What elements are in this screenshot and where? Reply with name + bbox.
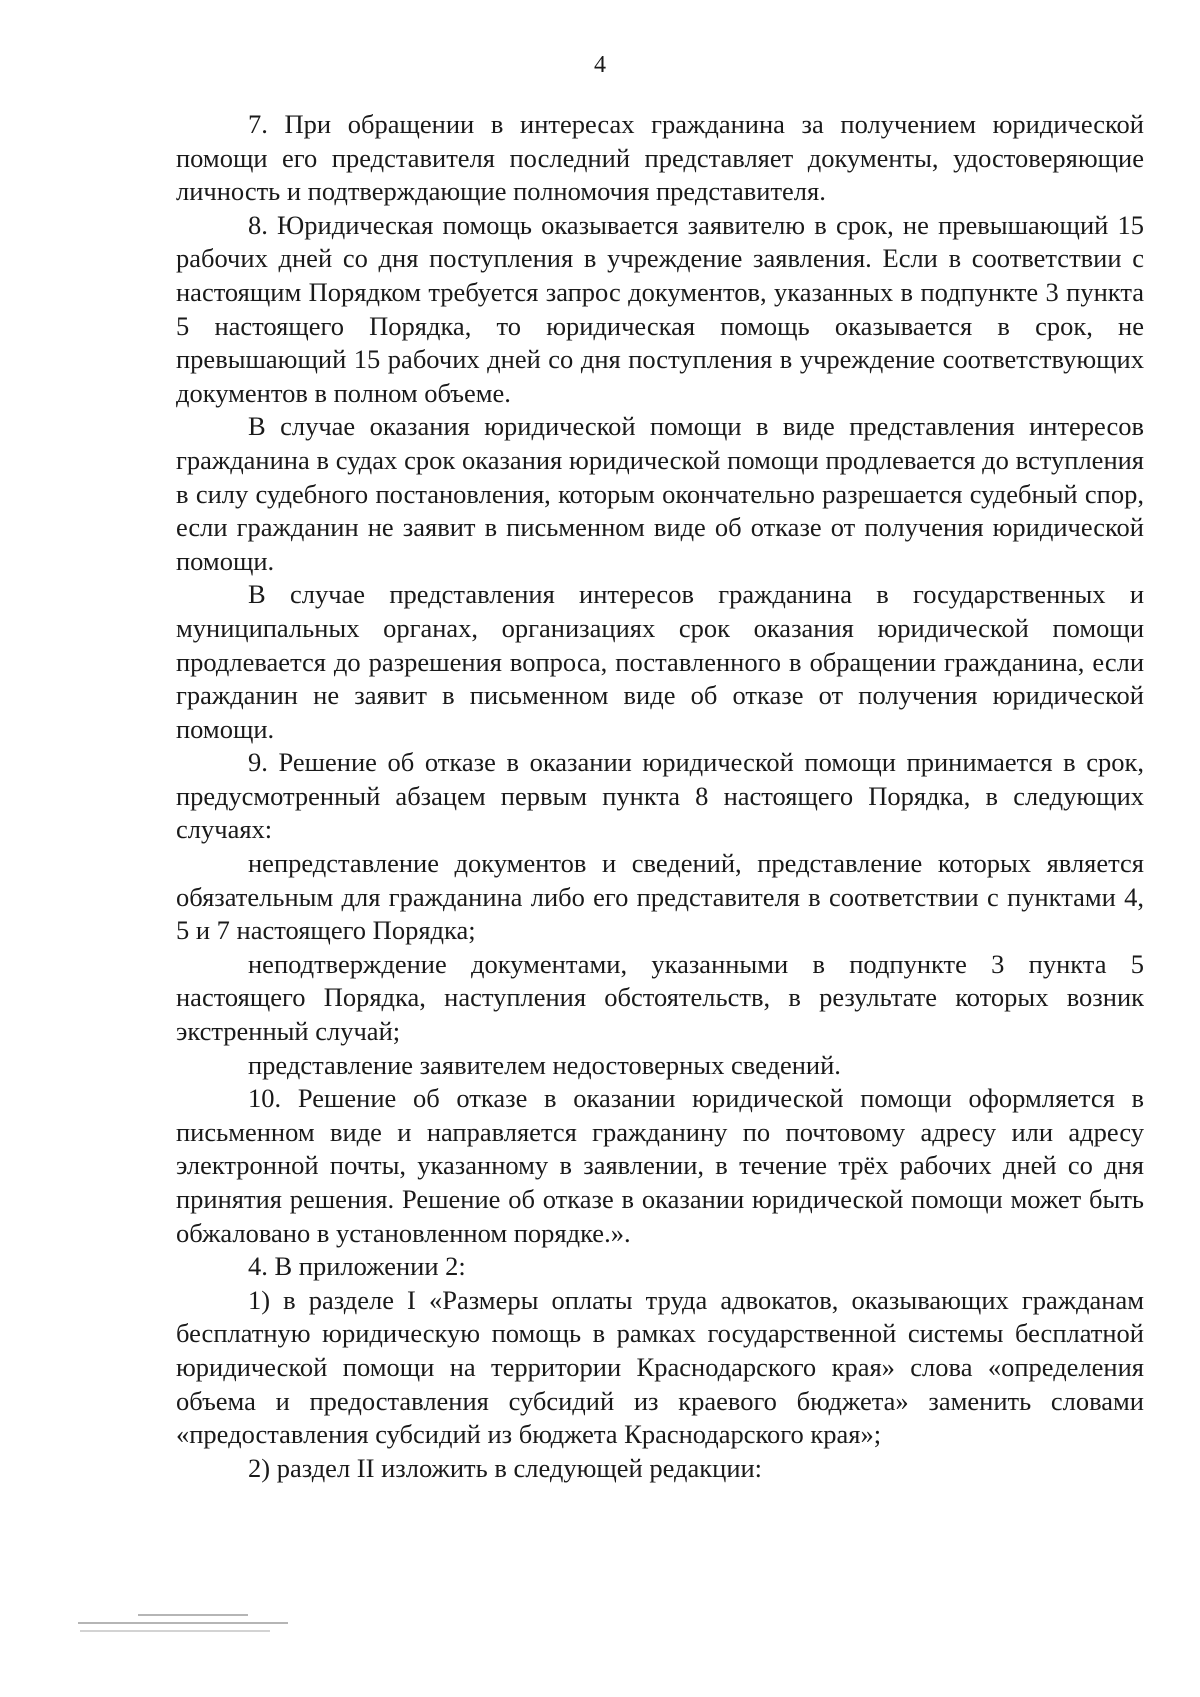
registration-stamp-mark <box>78 1612 298 1640</box>
document-body <box>176 108 1144 1485</box>
item-4-subitem-2: 2) раздел II изложить в следующей редакции: <box>248 1452 763 1483</box>
paragraph-8: 8. Юридическая помощь оказывается заявителю в срок, не превышающий 15 рабочих дней со дня поступления в учреждение заявления. Если в соответствии с настоящим Порядком требуется запрос документов, указанных в подпункте 3 пункта 5 настоящего Порядка, то юридическая помощь оказывается в срок, не превышающий 15 рабочих дней со дня поступления в учреждение соответствующих документов в полном объеме. <box>176 209 1144 408</box>
paragraph-8-courts: В случае оказания юридической помощи в виде представления интересов гражданина в судах срок оказания юридической помощи продлевается до вступления в силу судебного постановления, которым окончательно разрешается судебный спор, если гражданин не заявит в письменном виде об отказе от получения юридической помощи. <box>176 411 1144 576</box>
paragraph-9: 9. Решение об отказе в оказании юридической помощи принимается в срок, предусмотренный абзацем первым пункта 8 настоящего Порядка, в следующих случаях: <box>176 747 1144 845</box>
paragraph-9-case-2: неподтверждение документами, указанными в подпункте 3 пункта 5 настоящего Порядка, наступления обстоятельств, в результате которых возник экстренный случай; <box>176 948 1144 1047</box>
paragraph-10: 10. Решение об отказе в оказании юридической помощи оформляется в письменном виде и направляется гражданину по почтовому адресу или адресу электронной почты, указанному в заявлении, в течение трёх рабочих дней со дня принятия решения. Решение об отказе в оказании юридической помощи может быть обжаловано в установленном порядке.». <box>176 1083 1144 1248</box>
page-number: 4 <box>594 52 606 78</box>
paragraph-9-case-3: представление заявителем недостоверных сведений. <box>248 1049 841 1080</box>
item-4-subitem-1: 1) в разделе I «Размеры оплаты труда адвокатов, оказывающих гражданам бесплатную юридическую помощь в рамках государственной системы бесплатной юридической помощи на территории Краснодарского края» слова «определения объема и предоставления субсидий из краевого бюджета» заменить словами «предоставления субсидий из бюджета Краснодарского края»; <box>176 1284 1144 1450</box>
paragraph-9-case-1: непредставление документов и сведений, представление которых является обязательным для гражданина либо его представителя в соответствии с пунктами 4, 5 и 7 настоящего Порядка; <box>176 848 1144 946</box>
paragraph-8-organs: В случае представления интересов гражданина в государственных и муниципальных органах, организациях срок оказания юридической помощи продлевается до разрешения вопроса, поставленного в обращении гражданина, если гражданин не заявит в письменном виде об отказе от получения юридической помощи. <box>176 579 1144 744</box>
paragraph-7: 7. При обращении в интересах гражданина за получением юридической помощи его представителя последний представляет документы, удостоверяющие личность и подтверждающие полномочия представителя. <box>176 109 1144 207</box>
item-4-appendix-2: 4. В приложении 2: <box>248 1251 466 1282</box>
